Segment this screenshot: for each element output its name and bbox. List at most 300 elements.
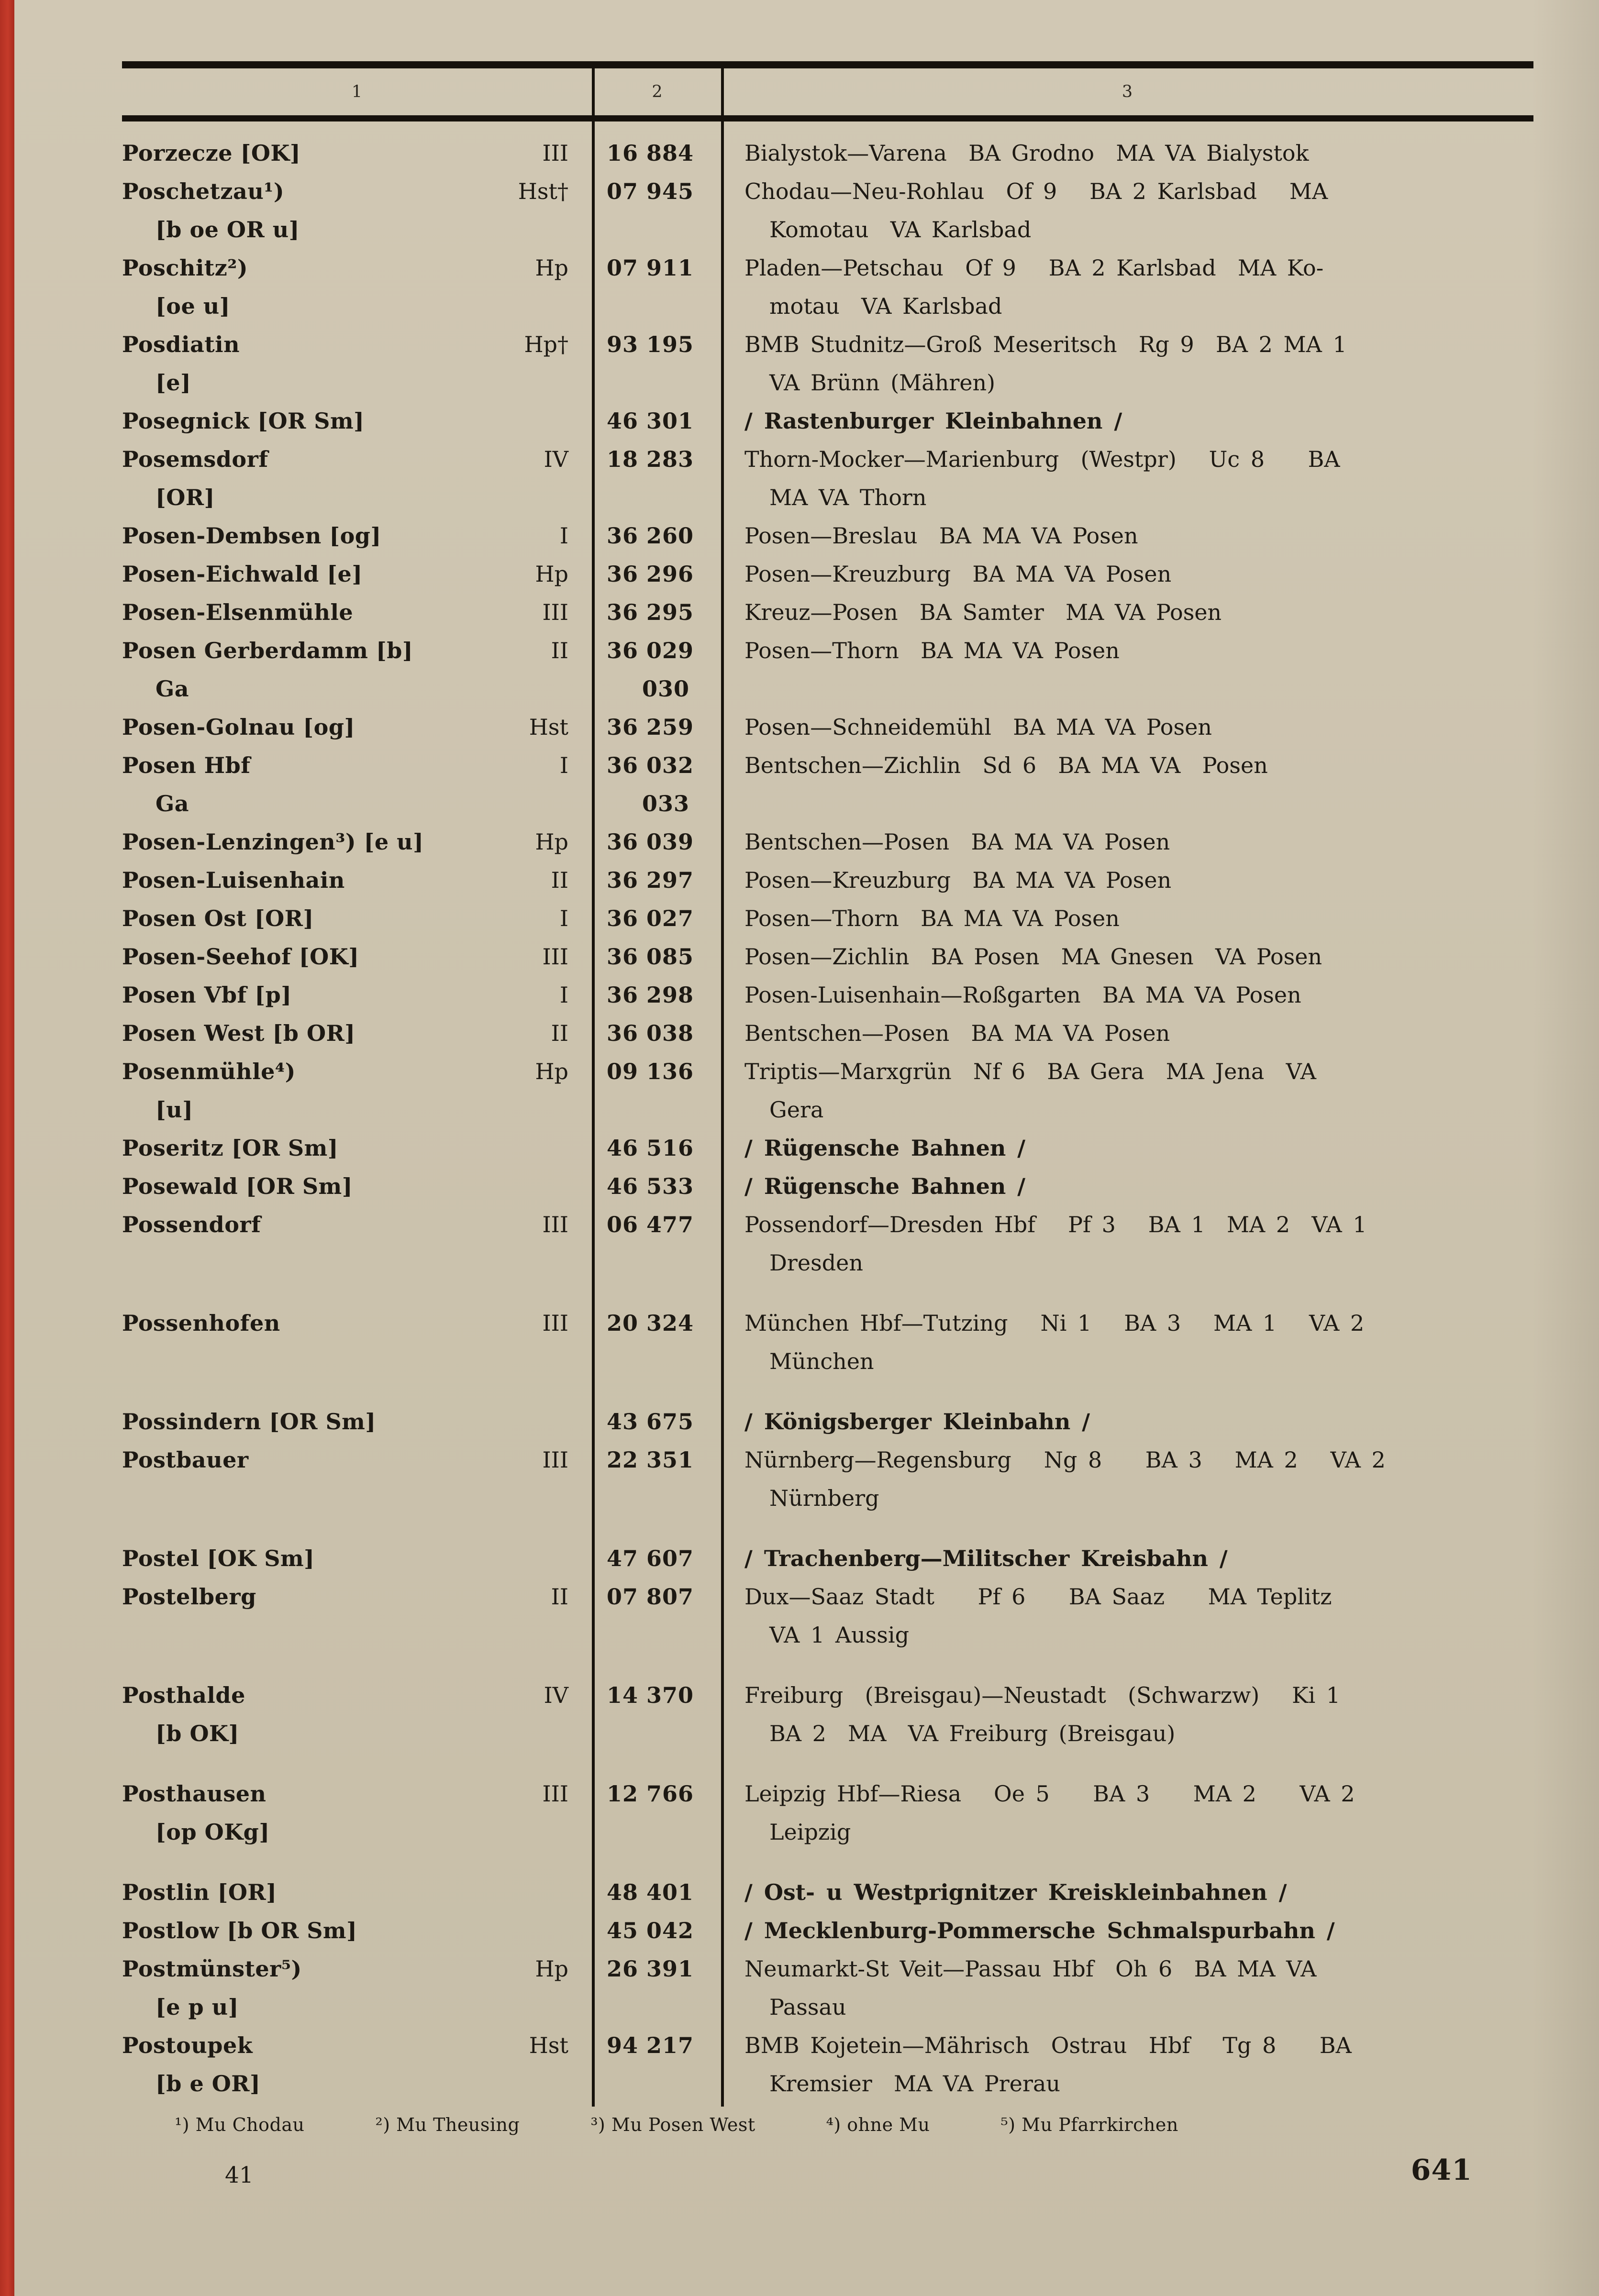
station-number [593,1129,722,1167]
station-number [593,1167,722,1205]
table-row [122,249,1533,325]
table-row [122,172,1533,249]
route-description-line: Pladen—Petschau Of 9 BA 2 Karlsbad MA Ko- [744,255,1324,281]
table-row [122,823,1533,861]
table-row [122,631,1533,708]
station-name [122,631,413,708]
column-header-1: 1 [351,82,364,101]
route-description-line: Freiburg (Breisgau)—Neustadt (Schwarzw) Ki 1 [744,1682,1341,1708]
station-number [593,440,722,478]
station-number [593,2026,722,2064]
column-header-3: 3 [1122,82,1134,101]
route-description-line: Posen—Kreuzburg BA MA VA Posen [744,561,1172,587]
station-cell [122,1441,593,1479]
route-description [722,249,1533,325]
route-description-line: / Rügensche Bahnen / [744,1135,1026,1161]
route-description-line: / Rügensche Bahnen / [744,1173,1026,1199]
footnote-2: ²) Mu Theusing [375,2114,520,2135]
table-row [122,1578,1533,1654]
station-name-line: Posewald [OR Sm] [122,1173,353,1199]
station-number [593,1911,722,1950]
station-class: III [542,1447,568,1473]
table-header-rule [122,115,1533,121]
station-cell [122,1205,593,1244]
station-cell [122,1676,593,1753]
route-description-line: Gera [769,1097,824,1123]
route-description-line: Dresden [769,1250,863,1276]
station-name-line: [e] [155,370,191,396]
station-name [122,899,314,938]
route-description [722,517,1533,555]
station-class: III [542,944,568,970]
station-number-line: 07 911 [607,255,694,281]
table-row [122,1775,1533,1851]
route-description [722,1167,1533,1205]
station-name-line: Posen Hbf [122,752,251,778]
station-cell [122,1052,593,1129]
footnote-3: ³) Mu Posen West [590,2114,755,2135]
station-cell [122,1950,593,2026]
station-name [122,134,300,172]
station-number-line: 36 260 [607,523,694,549]
station-number-line: 36 297 [607,867,694,893]
table-row [122,1539,1533,1578]
route-description [722,708,1533,746]
station-name-line: Ga [155,676,189,702]
footnote-5: ⁵) Mu Pfarrkirchen [1000,2114,1178,2135]
route-description-line: Posen—Zichlin BA Posen MA Gnesen VA Posen [744,944,1322,970]
station-class: Hp [535,1956,568,1982]
route-description-line: Posen-Luisenhain—Roßgarten BA MA VA Posen [744,982,1301,1008]
station-number [593,172,722,210]
station-class: Hp [535,1059,568,1084]
station-class: III [542,140,568,166]
station-number-line: 36 295 [607,599,694,625]
station-name [122,1205,261,1244]
station-number [593,134,722,172]
route-description-line: Dux—Saaz Stadt Pf 6 BA Saaz MA Teplitz [744,1584,1332,1610]
station-name [122,517,381,555]
table-row [122,2026,1533,2103]
station-cell [122,1539,593,1578]
route-description-line: Leipzig [769,1819,851,1845]
route-description [722,1775,1533,1851]
station-class: Hp [535,829,568,855]
station-cell [122,1911,593,1950]
station-name [122,1441,249,1479]
station-number-line: 47 607 [607,1545,694,1571]
route-description [722,325,1533,402]
station-number [593,555,722,593]
route-description [722,2026,1533,2103]
route-description [722,631,1533,670]
station-cell [122,1775,593,1851]
station-name [122,1539,314,1578]
route-description [722,746,1533,784]
station-class: Hst [529,714,568,740]
station-name-line: Posen-Golnau [og] [122,714,355,740]
station-name [122,1873,277,1911]
route-description-line: / Trachenberg—Militscher Kreisbahn / [744,1545,1228,1571]
station-name [122,1014,355,1052]
route-description [722,938,1533,976]
route-description-line: BMB Kojetein—Mährisch Ostrau Hbf Tg 8 BA [744,2032,1352,2058]
station-number [593,1441,722,1479]
station-number-line: 20 324 [607,1310,694,1336]
table-row [122,402,1533,440]
table-row [122,593,1533,631]
station-number-line: 22 351 [607,1447,694,1473]
station-number [593,1402,722,1441]
station-number [593,1676,722,1714]
table-row [122,746,1533,823]
station-number [593,976,722,1014]
station-class: III [542,1310,568,1336]
station-name [122,1167,353,1205]
station-class: I [559,523,568,549]
station-cell [122,1873,593,1911]
station-class: Hst† [518,178,568,204]
footnote-1: ¹) Mu Chodau [175,2114,305,2135]
station-name-line: Postlow [b OR Sm] [122,1918,357,1943]
station-class: III [542,1781,568,1807]
station-name-line: Posen-Dembsen [og] [122,523,381,549]
station-class: II [551,638,568,663]
station-name-line: Poseritz [OR Sm] [122,1135,339,1161]
station-name-line: Posen Gerberdamm [b] [122,638,413,663]
station-name [122,1950,302,2026]
station-class: III [542,1212,568,1237]
route-description [722,402,1533,440]
station-name [122,2026,260,2103]
station-number-line: 14 370 [607,1682,694,1708]
station-class: Hp [535,255,568,281]
table-top-rule [122,61,1533,68]
station-cell [122,172,593,249]
station-cell [122,1402,593,1441]
route-description [722,1052,1533,1129]
station-number-line: 030 [642,676,690,702]
station-cell [122,938,593,976]
station-number [593,517,722,555]
station-name-line: Postmünster⁵) [122,1956,302,1982]
route-description-line: BA 2 MA VA Freiburg (Breisgau) [769,1721,1176,1746]
station-cell [122,708,593,746]
route-description [722,861,1533,899]
station-number-line: 36 298 [607,982,694,1008]
station-name-line: Postoupek [122,2032,253,2058]
station-name [122,823,423,861]
route-description-line: Chodau—Neu-Rohlau Of 9 BA 2 Karlsbad MA [744,178,1328,204]
station-name [122,938,359,976]
station-cell [122,440,593,517]
station-number [593,823,722,861]
station-number-line: 033 [642,791,690,817]
station-name [122,1578,256,1616]
station-number-line: 07 807 [607,1584,694,1610]
station-class: Hst [529,2032,568,2058]
route-description [722,1304,1533,1380]
station-name-line: Possindern [OR Sm] [122,1409,376,1435]
route-description-line: / Rastenburger Kleinbahnen / [744,408,1122,434]
station-class: II [551,867,568,893]
station-number [593,1304,722,1342]
route-description-line: Nürnberg—Regensburg Ng 8 BA 3 MA 2 VA 2 [744,1447,1386,1473]
station-cell [122,555,593,593]
station-name [122,325,240,402]
table-row [122,1052,1533,1129]
route-description [722,1205,1533,1282]
route-description [722,1129,1533,1167]
station-number-line: 12 766 [607,1781,694,1807]
station-name [122,1775,270,1851]
station-cell [122,631,593,708]
station-name-line: Posen Ost [OR] [122,905,314,931]
station-number-line: 18 283 [607,446,694,472]
station-name-line: Possendorf [122,1212,261,1237]
station-name [122,1304,280,1342]
route-description-line: Passau [769,1994,846,2020]
station-number-line: 36 259 [607,714,694,740]
station-name-line: Postelberg [122,1584,256,1610]
station-number-line: 94 217 [607,2032,694,2058]
station-name-line: Poschitz²) [122,255,248,281]
station-number [593,1205,722,1244]
station-name-line: Poschetzau¹) [122,178,285,204]
station-name-line: Posen-Elsenmühle [122,599,354,625]
table-row [122,938,1533,976]
station-name-line: Posen West [b OR] [122,1020,355,1046]
route-description-line: München Hbf—Tutzing Ni 1 BA 3 MA 1 VA 2 [744,1310,1365,1336]
route-description-line: Komotau VA Karlsbad [769,217,1032,243]
station-number [593,1873,722,1911]
station-number-line: 46 533 [607,1173,694,1199]
table-row [122,1676,1533,1753]
station-number [593,1775,722,1813]
table-row [122,708,1533,746]
station-name-line: Posthalde [122,1682,245,1708]
station-cell [122,1167,593,1205]
station-name-line: Postbauer [122,1447,249,1473]
table-body [122,121,1533,2103]
route-description-line: VA 1 Aussig [769,1622,910,1648]
route-description-line: Bentschen—Posen BA MA VA Posen [744,829,1170,855]
table-row [122,861,1533,899]
station-number-line: 36 085 [607,944,694,970]
table-row [122,440,1533,517]
station-number-line: 36 029 [607,638,694,663]
station-number [593,249,722,287]
station-name [122,1129,338,1167]
column-divider-1 [592,61,595,2107]
station-number-line: 48 401 [607,1879,694,1905]
station-number-line: 36 038 [607,1020,694,1046]
station-name [122,1052,296,1129]
station-number [593,1578,722,1616]
route-description [722,593,1533,631]
station-class: IV [544,1682,568,1708]
station-cell [122,402,593,440]
station-name [122,593,353,631]
table-row [122,1873,1533,1911]
station-name-line: [b OK] [155,1721,239,1746]
route-description-line: Bentschen—Zichlin Sd 6 BA MA VA Posen [744,752,1268,778]
station-number [593,861,722,899]
station-name-line: Posthausen [122,1781,266,1807]
station-number [593,708,722,746]
station-number-line: 46 301 [607,408,694,434]
route-description [722,1578,1533,1654]
station-cell [122,249,593,325]
station-cell [122,134,593,172]
station-number [593,938,722,976]
station-name-line: Posegnick [OR Sm] [122,408,365,434]
table-row [122,1205,1533,1282]
station-name-line: Posen Vbf [p] [122,982,292,1008]
route-description-line: Leipzig Hbf—Riesa Oe 5 BA 3 MA 2 VA 2 [744,1781,1355,1807]
station-name [122,1402,376,1441]
route-description-line: Kreuz—Posen BA Samter MA VA Posen [744,599,1222,625]
station-class: IV [544,446,568,472]
station-number-line: 09 136 [607,1059,694,1084]
page-number: 641 [1410,2153,1472,2187]
station-name [122,708,355,746]
station-name-line: Posen-Lenzingen³) [e u] [122,829,424,855]
station-cell [122,517,593,555]
table-row [122,1304,1533,1380]
table-row [122,1441,1533,1517]
station-class: I [559,752,568,778]
route-description [722,976,1533,1014]
station-name [122,1676,245,1753]
station-name [122,440,268,517]
station-name [122,861,345,899]
table-row [122,976,1533,1014]
route-description [722,1950,1533,2026]
station-number [593,746,722,823]
table-row [122,517,1533,555]
station-name [122,746,251,823]
station-number-line: 07 945 [607,178,694,204]
station-cell [122,861,593,899]
route-description-line: Posen—Thorn BA MA VA Posen [744,638,1120,663]
route-description-line: VA Brünn (Mähren) [769,370,996,396]
station-number-line: 06 477 [607,1212,694,1237]
route-description [722,555,1533,593]
station-cell [122,899,593,938]
route-description [722,172,1533,249]
station-name [122,172,300,249]
route-description [722,899,1533,938]
route-description [722,1911,1533,1950]
station-number [593,1539,722,1578]
route-description [722,1402,1533,1441]
station-number [593,402,722,440]
route-description-line: / Mecklenburg-Pommersche Schmalspurbahn / [744,1918,1335,1943]
station-number-line: 26 391 [607,1956,694,1982]
station-name-line: Porzecze [OK] [122,140,301,166]
route-description-line: Neumarkt-St Veit—Passau Hbf Oh 6 BA MA VA [744,1956,1317,1982]
station-class: III [542,599,568,625]
route-description [722,1539,1533,1578]
station-class: II [551,1020,568,1046]
station-name [122,402,364,440]
station-cell [122,976,593,1014]
station-name-line: [OR] [155,485,215,510]
route-description [722,1873,1533,1911]
station-cell [122,1014,593,1052]
station-number [593,325,722,364]
route-description-line: Possendorf—Dresden Hbf Pf 3 BA 1 MA 2 VA 1 [744,1212,1367,1237]
route-description-line: Triptis—Marxgrün Nf 6 BA Gera MA Jena VA [744,1059,1316,1084]
station-cell [122,2026,593,2103]
sheet-number: 41 [225,2162,254,2188]
station-name [122,1911,357,1950]
route-description [722,823,1533,861]
station-name-line: Postel [OK Sm] [122,1545,315,1571]
station-name-line: Posen-Seehof [OK] [122,944,359,970]
station-number [593,593,722,631]
route-description-line: / Königsberger Kleinbahn / [744,1409,1090,1435]
station-name-line: [u] [155,1097,193,1123]
table-row [122,1402,1533,1441]
station-number [593,631,722,708]
route-description [722,440,1533,517]
station-name-line: Postlin [OR] [122,1879,277,1905]
station-name-line: [op OKg] [155,1819,270,1845]
route-description-line: Posen—Schneidemühl BA MA VA Posen [744,714,1212,740]
station-name-line: Possenhofen [122,1310,280,1336]
station-name-line: Posemsdorf [122,446,268,472]
column-header-2: 2 [652,82,664,101]
station-class: II [551,1584,568,1610]
route-description-line: München [769,1348,874,1374]
station-name-line: Posdiatin [122,331,240,357]
route-description-line: Posen—Kreuzburg BA MA VA Posen [744,867,1172,893]
station-name-line: Posenmühle⁴) [122,1059,296,1084]
station-name [122,976,292,1014]
route-description [722,1441,1533,1517]
station-name-line: Posen-Luisenhain [122,867,345,893]
station-cell [122,593,593,631]
station-number [593,899,722,938]
station-number [593,1052,722,1091]
station-number-line: 36 027 [607,905,694,931]
table-row [122,1950,1533,2026]
footnote-4: ⁴) ohne Mu [826,2114,930,2135]
table-row [122,1014,1533,1052]
station-name-line: Ga [155,791,189,817]
station-number-line: 36 039 [607,829,694,855]
station-class: I [559,982,568,1008]
table-row [122,325,1533,402]
station-cell [122,746,593,823]
table-row [122,1911,1533,1950]
route-description-line: Posen—Breslau BA MA VA Posen [744,523,1138,549]
station-number-line: 16 884 [607,140,694,166]
station-number-line: 93 195 [607,331,694,357]
station-class: I [559,905,568,931]
route-description-line: Posen—Thorn BA MA VA Posen [744,905,1120,931]
route-description-line: Bentschen—Posen BA MA VA Posen [744,1020,1170,1046]
table-header [122,68,1533,115]
station-class: Hp† [524,331,568,357]
station-name [122,555,363,593]
route-description-line: / Ost- u Westprignitzer Kreiskleinbahnen / [744,1879,1287,1905]
table-row [122,134,1533,172]
route-description-line: Nürnberg [769,1485,879,1511]
station-number-line: 43 675 [607,1409,694,1435]
